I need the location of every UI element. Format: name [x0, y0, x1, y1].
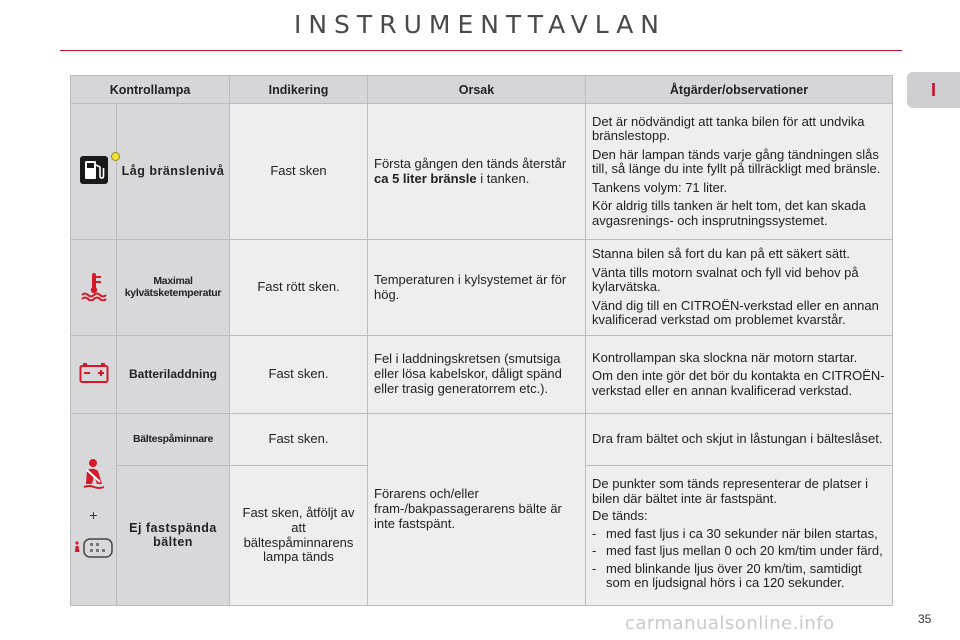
action-text: Tankens volym: 71 liter. — [592, 179, 728, 195]
page-number: 35 — [918, 612, 932, 626]
dash-mark: - — [592, 543, 597, 559]
lamp-name: Låg bränslenivå — [117, 104, 230, 240]
lamp-cause: Fel i laddningskretsen (smutsiga eller lösa kabelskor, dåligt spänd eller trasig generatorrem etc.). — [368, 336, 586, 414]
action-text: Vänta tills motorn svalnat och fyll vid behov på kylarvätska. — [592, 264, 859, 295]
lamp-name: Maximal kylvätsketemperatur — [117, 240, 230, 336]
page-title: INSTRUMENTTAVLAN — [293, 10, 667, 39]
lamp-indication: Fast sken. — [230, 336, 368, 414]
dash-mark: - — [592, 560, 597, 576]
action-text: Kontrollampan ska slockna när motorn startar. — [592, 349, 858, 365]
action-text: Dra fram bältet och skjut in låstungan i bälteslåset. — [592, 431, 883, 447]
lamp-icon-cell — [71, 414, 117, 606]
list-item-text: med fast ljus i ca 30 sekunder när bilen startas, — [606, 525, 878, 541]
lamp-actions — [586, 104, 893, 240]
action-text: Om den inte gör det bör du kontakta en CITROËN-verkstad eller en annan kvalificerad verkstad. — [592, 368, 885, 398]
list-item — [592, 527, 886, 542]
battery-icon — [79, 362, 109, 384]
fuel-pump-icon — [80, 156, 108, 184]
note-text: De punkter som tänds representerar de platser i bilen där bältet inte är fastspänt. — [592, 476, 869, 506]
lamp-name: Batteriladdning — [117, 336, 230, 414]
list-item — [592, 562, 886, 591]
action-text: Vänd dig till en CITROËN-verkstad eller en annan kvalificerad verkstad om problemet kvarstår. — [592, 297, 879, 328]
coolant-temperature-icon — [80, 271, 108, 301]
lights-label: De tänds: — [592, 508, 648, 524]
table-row-battery — [71, 336, 893, 414]
list-item-text: med blinkande ljus över 20 km/tim, samtidigt som en ljudsignal hörs i ca 120 sekunder. — [606, 560, 862, 591]
amber-indicator-dot — [111, 152, 120, 161]
header-lamp: Kontrollampa — [71, 76, 230, 104]
watermark: carmanualsonline.info — [625, 613, 835, 634]
fuel-pump-icon-wrap — [80, 156, 108, 187]
table-header-row — [71, 76, 893, 104]
action-text: Det är nödvändigt att tanka bilen för att undvika bränslestopp. — [592, 113, 865, 144]
list-item — [592, 544, 886, 559]
lamp-actions — [586, 336, 893, 414]
cause-text: Första gången den tänds återstår — [374, 155, 567, 171]
table-row-coolant — [71, 240, 893, 336]
lamp-indication: Fast sken, åtföljt av att bältespåminnarens lampa tänds — [230, 466, 368, 606]
action-text: Den här lampan tänds varje gång tändningen slås till, så länge du inte fyllt på tillräckligt med bränsle. — [592, 146, 881, 177]
warning-lamps-table — [70, 75, 892, 606]
header-action: Åtgärder/observationer — [586, 76, 893, 104]
lamp-indication: Fast sken. — [230, 414, 368, 466]
list-item-text: med fast ljus mellan 0 och 20 km/tim under färd, — [606, 543, 883, 559]
lamp-cause: Temperaturen i kylsystemet är för hög. — [368, 240, 586, 336]
cause-text-end: i tanken. — [476, 170, 530, 186]
lamp-icon-cell — [71, 104, 117, 240]
lamp-name: Bältespåminnare — [117, 414, 230, 466]
table-row-seatbelt — [71, 414, 893, 466]
lamp-icon-cell — [71, 240, 117, 336]
action-text: Stanna bilen så fort du kan på ett säkert sätt. — [592, 246, 850, 262]
lamp-indication: Fast sken — [230, 104, 368, 240]
lamp-actions — [586, 466, 893, 606]
action-text: Kör aldrig tills tanken är helt tom, det kan skada avgasrenings- och insprutningssystemet. — [592, 198, 866, 228]
title-rule — [60, 50, 902, 51]
dash-mark: - — [592, 525, 597, 541]
lamp-name: Ej fastspända bälten — [117, 466, 230, 606]
seatbelt-icon — [81, 458, 107, 490]
header-indication: Indikering — [230, 76, 368, 104]
lamp-actions — [586, 414, 893, 466]
lamp-indication: Fast rött sken. — [230, 240, 368, 336]
plus-sign: + — [89, 506, 98, 523]
lamp-icon-cell — [71, 336, 117, 414]
cause-bold-text: ca 5 liter bränsle — [374, 170, 477, 186]
chapter-tab[interactable]: I — [907, 72, 960, 108]
lamp-cause: Förarens och/eller fram-/bakpassagerarens bälte är inte fastspänt. — [368, 414, 586, 606]
header-cause: Orsak — [368, 76, 586, 104]
lamp-cause — [368, 104, 586, 240]
seatbelt-display-icon — [74, 537, 114, 559]
table-row-fuel — [71, 104, 893, 240]
lamp-actions — [586, 240, 893, 336]
